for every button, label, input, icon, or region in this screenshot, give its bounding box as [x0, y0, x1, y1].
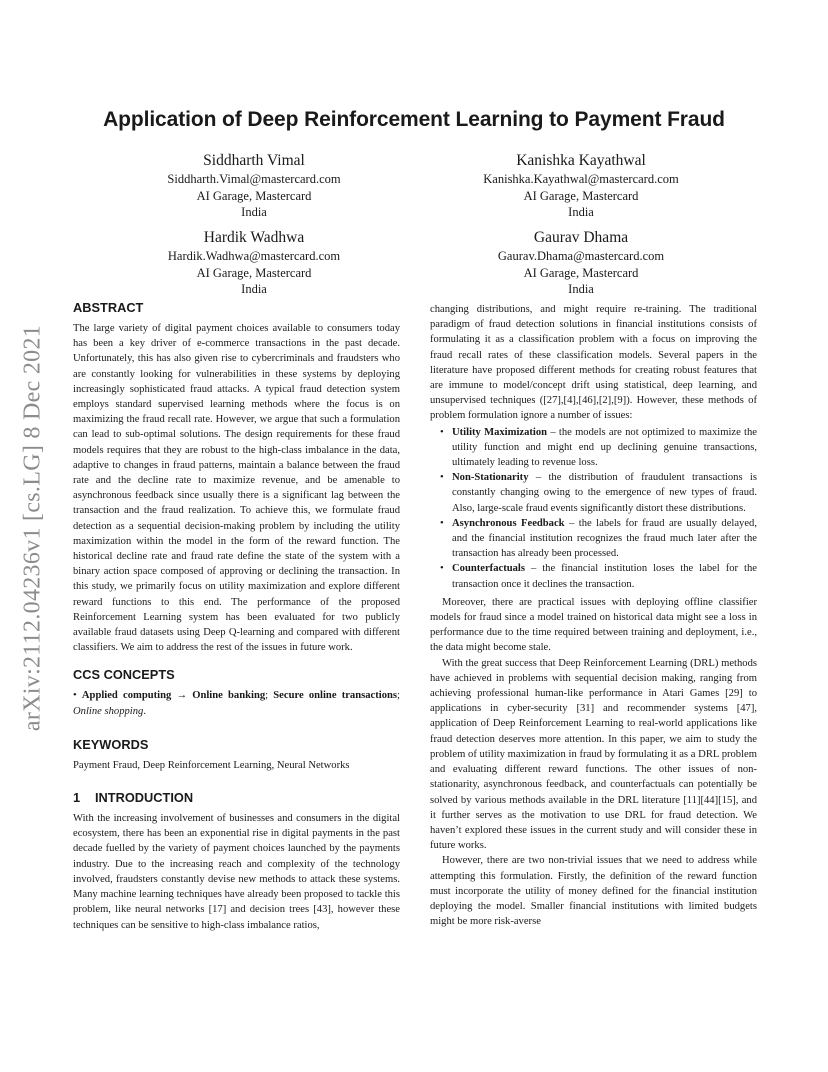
author-country: India — [241, 282, 267, 296]
ccs-concept: Applied computing — [81, 690, 172, 702]
author-country: India — [241, 205, 267, 219]
keywords-text: Payment Fraud, Deep Reinforcement Learning, Neural Networks — [73, 759, 350, 771]
issue-text: – the labels for fraud are usually delayed, and the financial institution recognizes the fraud much later after the transaction has already been processed. — [452, 517, 757, 560]
bullet: • — [440, 563, 444, 575]
author-block — [104, 151, 404, 221]
author-email: Hardik.Wadhwa@mastercard.com — [167, 249, 341, 263]
author-affiliation: AI Garage, Mastercard — [196, 265, 312, 280]
arxiv-stamp — [3, 293, 63, 763]
issue-lead: Non-Stationarity — [452, 472, 529, 484]
ccs-concept: Online banking — [192, 690, 266, 702]
keywords-heading: KEYWORDS — [73, 736, 149, 752]
issues-list — [430, 425, 757, 592]
intro-paragraph: With the great success that Deep Reinforcement Learning (DRL) methods have achieved in problems with sequential decision making, ranging from achieving professional human-like performance in Atari Games [29] to applications in cyber-security [31] and recommender systems [47], application of Deep Reinforcement Learning to real-world applications like fraud detection deserves more attention. In this paper, we aim to study the problem of utility maximization in fraud by formulating it as a DRL problem and evaluating different reward functions. The other issues of non-stationarity, asynchronous feedback, and counterfactuals can potentially be solved by various methods available in the DRL literature [11][44][15], and it further serves as the motivation to use DRL for fraud detection. We haven’t explored these issues in the current study and will consider these in future works. — [430, 657, 757, 852]
list-item — [440, 561, 757, 591]
author-name: Siddharth Vimal — [203, 152, 305, 169]
issue-lead: Utility Maximization — [452, 426, 548, 438]
introduction-heading — [73, 790, 400, 806]
left-column — [73, 300, 400, 1065]
author-affiliation: AI Garage, Mastercard — [523, 188, 639, 203]
author-affiliation: AI Garage, Mastercard — [196, 188, 312, 203]
author-name: Gaurav Dhama — [533, 229, 629, 246]
bullet: • — [440, 517, 444, 529]
issue-text: – the distribution of fraudulent transactions is constantly changing owing to the emergence of new types of fraud. Also, large-scale fraud events significantly distort these distributions. — [452, 472, 757, 514]
intro-paragraph: Moreover, there are practical issues with deploying offline classifier models for fraud since a model trained on historical data might see a loss in performance due to the time required between training and deployment, i.e., the data might become stale. — [430, 596, 757, 654]
author-email: Siddharth.Vimal@mastercard.com — [167, 172, 341, 186]
ccs-separator: ; — [265, 690, 269, 702]
right-column — [430, 302, 757, 1067]
ccs-bullet: • — [73, 690, 77, 702]
ccs-end: . — [143, 705, 146, 717]
author-block — [431, 228, 731, 298]
issue-text: – the models are not optimized to maximize the utility function and might end up declining genuine transactions, ultimately leading to revenue loss. — [452, 426, 757, 469]
author-block — [431, 151, 731, 221]
arxiv-stamp-text: arXiv:2112.04236v1 [cs.LG] 8 Dec 2021 — [19, 324, 46, 732]
author-country: India — [568, 205, 594, 219]
section-number: 1 — [73, 790, 81, 806]
author-name: Kanishka Kayathwal — [516, 152, 646, 169]
section-title: INTRODUCTION — [95, 790, 194, 806]
author-name: Hardik Wadhwa — [203, 229, 305, 246]
ccs-separator: ; — [397, 690, 400, 702]
author-block — [104, 228, 404, 298]
ccs-concept: Secure online transactions — [273, 690, 398, 702]
ccs-arrow: → — [176, 690, 188, 702]
author-affiliation: AI Garage, Mastercard — [523, 265, 639, 280]
ccs-concepts — [73, 688, 400, 718]
abstract-heading: ABSTRACT — [73, 300, 144, 315]
bullet: • — [440, 472, 444, 484]
ccs-concept: Online shopping — [73, 705, 144, 717]
intro-paragraph: With the increasing involvement of businesses and consumers in the digital ecosystem, there has been an exponential rise in digital payments in the past decade fuelled by the variety of payment choices launched by the payments industry. Due to the increasing reach and complexity of the technology involved, fraudsters constantly devise new methods to attack these systems. Many machine learning techniques have already been proposed to tackle this problem, like neural networks [17] and decision trees [43], however these techniques can be sensitive to high-class imbalance ratios, — [73, 813, 400, 931]
abstract-text: The large variety of digital payment choices available to consumers today has been a key driver of e-commerce transactions in the past decade. Unfortunately, this has also given rise to cybercriminals and fraudsters who are constantly looking for vulnerabilities in these systems by deploying increasingly sophisticated fraud attacks. A typical fraud detection system employs standard supervised learning methods where the focus is on maximizing the fraud recall rate. However, we argue that such a formulation can lead to sub-optimal solutions. The design requirements for these fraud models requires that they are robust to the high-class imbalance in the data, adaptive to changes in fraud patterns, maintain a balance between the fraud rate and the decline rate to maximize revenue, and be amenable to asynchronous feedback since usually there is a significant lag between the transaction and the fraud realization. To achieve this, we formulate fraud detection as a sequential decision-making problem by including the utility maximization within the model in the form of the reward function. The historical decline rate and fraud rate define the state of the system with a binary action space composed of approving or declining the transaction. In this study, we primarily focus on utility maximization and explore different reward functions to this end. The performance of the proposed Reinforcement Learning system has been evaluated for two publicly available fraud datasets using Deep Q-learning and compared with different classifiers. We aim to address the rest of the issues in future work. — [73, 323, 400, 654]
intro-paragraph-continued: changing distributions, and might require re-training. The traditional paradigm of fraud detection solutions in financial institutions consists of formulating it as a classification problem with a focus on improving the fraud recall rates of these classification models. Several papers in the literature have proposed different methods for creating robust features that are immune to model/concept drift using statistical, deep learning, and unsupervised techniques ([27],[4],[46],[2],[9]). However, these methods of problem formulation ignore a number of issues: — [430, 304, 757, 422]
bullet: • — [440, 426, 444, 438]
issue-text: – the financial institution loses the label for the transaction once it declines the transaction. — [452, 563, 757, 590]
author-email: Gaurav.Dhama@mastercard.com — [497, 249, 665, 263]
page-title: Application of Deep Reinforcement Learning to Payment Fraud — [103, 108, 725, 131]
issue-lead: Asynchronous Feedback — [452, 517, 565, 529]
ccs-heading: CCS CONCEPTS — [73, 667, 175, 683]
list-item — [440, 470, 757, 516]
author-country: India — [568, 282, 594, 296]
author-email: Kanishka.Kayathwal@mastercard.com — [483, 172, 679, 186]
list-item — [440, 516, 757, 562]
intro-paragraph: However, there are two non-trivial issues that we need to address while attempting this formulation. Firstly, the definition of the reward function must incorporate the utility of money defined for the financial institution deploying the model. Smaller financial institutions with limited budgets might be more risk-averse — [430, 855, 757, 928]
list-item — [440, 425, 757, 471]
issue-lead: Counterfactuals — [452, 563, 525, 575]
